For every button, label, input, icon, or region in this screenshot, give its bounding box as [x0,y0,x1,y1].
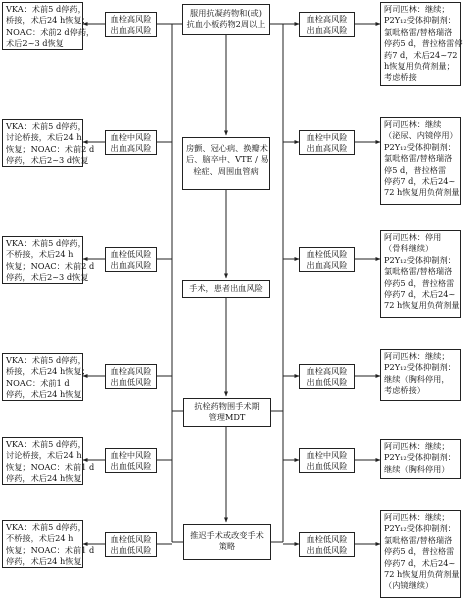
plan-line: 恢复；NOAC：术前2 d [6,260,95,271]
risk-bleeding: 出血高风险 [110,25,152,36]
right-plan-2 [380,117,461,205]
plan-line: 桥接，术后24 h恢复； [6,366,90,377]
indication-box [182,137,270,190]
plan-line: 阿司匹林：停用 [384,232,442,242]
left-plan-3 [2,236,95,284]
plan-line: 停药，术后2~3 d恢复 [6,272,89,283]
right-plan-6 [380,510,461,598]
plan-line: 药7 d，术后24~72 [384,49,458,60]
risk-bleeding: 出血低风险 [110,377,152,388]
risk-thrombus: 血栓低风险 [306,534,348,544]
right-risk-6 [299,532,355,557]
plan-line: 不桥接，术后24 h [6,533,74,544]
risk-bleeding: 出血低风险 [306,545,348,556]
left-risk-5 [105,448,157,473]
mdt-line-1: 抗栓药物围手术期 [194,401,260,411]
left-risk-6 [105,532,157,557]
plan-line: VKA：术前5 d停药， [6,121,86,131]
plan-line: 氯吡格雷/替格瑞洛 [384,534,453,545]
start-line-2: 抗血小板药物2周以上 [186,19,266,30]
right-plan-5 [380,439,461,479]
plan-line: NOAC：术前1 d [6,377,70,388]
left-risk-1 [105,12,157,37]
plan-line: VKA：术前5 d停药， [6,522,86,532]
defer-line-2: 策略 [218,541,236,552]
plan-line: 不桥接，术后24 h [6,249,74,260]
risk-thrombus: 血栓低风险 [110,249,152,259]
plan-line: 阿司匹林：继续； [384,4,450,14]
risk-bleeding: 出血低风险 [110,461,152,472]
plan-line: 停药，术后24 h恢复 [6,473,82,484]
risk-thrombus: 血栓中风险 [110,450,152,460]
risk-bleeding: 出血低风险 [306,377,348,388]
plan-line: h恢复用负荷剂量； [384,61,455,72]
right-risk-4 [299,364,355,389]
plan-line: 继续（胸科停用） [384,463,450,474]
risk-bleeding: 出血低风险 [110,545,152,556]
plan-line: 继续（胸科停用， [384,373,450,384]
plan-line: 恢复；NOAC：术前1 d [6,461,95,472]
plan-line: （骨科继续） [384,243,434,254]
risk-bleeding: 出血高风险 [306,260,348,271]
plan-line: VKA：术前5 d停药， [6,238,86,248]
left-plan-2 [2,119,95,167]
plan-line: VKA：术前5 d停药， [6,4,86,14]
risk-thrombus: 血栓高风险 [110,14,152,24]
plan-line: 阿司匹林：继续； [384,512,450,522]
plan-line: 桥接，术后24 h恢复； [6,15,90,26]
risk-bleeding: 出血低风险 [306,461,348,472]
right-plan-1 [380,2,461,86]
indication-line-2: 后、脑卒中、VTE / 易 [186,154,269,165]
left-plan-1 [2,2,95,50]
start-box [182,4,270,35]
plan-line: 讨论桥接，术后24 h [6,450,82,461]
risk-bleeding: 出血高风险 [110,143,152,154]
right-risk-3 [299,247,355,272]
plan-line: 考虑桥接） [384,385,425,396]
plan-line: 阿司匹林：继续； [384,351,450,361]
risk-bleeding: 出血高风险 [110,260,152,271]
plan-line: NOAC：术前2 d停药， [6,26,95,37]
plan-line: 停药7 d，术后24~ [384,176,456,187]
indication-line-3: 栓症、周围血管病 [193,165,259,176]
plan-line: 72 h恢复用负荷剂量 [384,569,460,580]
plan-line: 氯吡格雷/替格瑞洛 [384,153,453,164]
plan-line: 72 h恢复用负荷剂量 [384,300,460,311]
plan-line: 氯吡格雷/替格瑞洛 [384,26,453,37]
plan-line: （泌尿、内镜停用） [384,130,458,141]
plan-line: 停药5 d，普拉格雷 [384,546,455,557]
plan-line: P2Y₁₂受体抑制剂： [384,523,456,534]
defer-line-1: 推迟手术或改变手术 [190,530,264,540]
plan-line: 阿司匹林：继续 [384,119,442,129]
left-risk-3 [105,247,157,272]
plan-line: 停5 d，普拉格雷 [384,164,447,175]
plan-line: P2Y₁₂受体抑制剂： [384,362,456,373]
left-plan-5 [2,437,95,485]
plan-line: 术后2~3 d恢复 [6,38,64,49]
start-line-1: 服用抗凝药物和(或) [190,8,262,18]
plan-line: 停药7 d，术后24~ [384,289,456,300]
risk-thrombus: 血栓高风险 [306,14,348,24]
plan-line: 恢复；NOAC：术前2 d [6,143,95,154]
right-risk-1 [299,12,355,37]
plan-line: 氯吡格雷/替格瑞洛 [384,266,453,277]
left-plan-6 [2,520,95,568]
plan-line: 阿司匹林：继续； [384,441,450,451]
mdt-box [183,398,271,427]
plan-line: P2Y₁₂受体抑制剂： [384,141,456,152]
plan-line: 讨论桥接，术后24 h [6,132,82,143]
risk-thrombus: 血栓中风险 [110,132,152,142]
left-plan-4 [2,353,90,401]
plan-line: 停药，术后2~3 d恢复 [6,155,89,166]
plan-line: 停药5 d，普拉格雷 [384,277,455,288]
right-plan-4 [380,349,461,401]
risk-thrombus: 血栓高风险 [110,366,152,376]
risk-bleeding: 出血高风险 [306,143,348,154]
plan-line: 停药5 d，普拉格雷停 [384,38,463,49]
left-risk-4 [105,364,157,389]
plan-line: P2Y₁₂受体抑制剂： [384,452,456,463]
risk-thrombus: 血栓低风险 [110,534,152,544]
plan-line: VKA：术前5 d停药， [6,355,86,365]
plan-line: VKA：术前5 d停药， [6,439,86,449]
plan-line: P2Y₁₂受体抑制剂： [384,15,456,26]
plan-line: （内镜继续） [384,580,434,591]
plan-line: 考虑桥接 [384,72,417,83]
plan-line: 72 h恢复用负荷剂量 [384,187,460,198]
right-risk-5 [299,448,355,473]
defer-surgery-box [183,524,271,560]
risk-thrombus: 血栓中风险 [306,450,348,460]
indication-line-1: 房颤、冠心病、换瓣术 [186,143,268,153]
plan-line: 停药7 d，术后24~ [384,557,456,568]
plan-line: 停药，术后24 h恢复 [6,389,82,400]
surgery-risk-label: 手术，患者出血风险 [189,283,263,293]
left-risk-2 [105,130,157,155]
risk-thrombus: 血栓高风险 [306,366,348,376]
mdt-line-2: 管理MDT [208,412,246,423]
plan-line: 恢复；NOAC：术前1 d [6,544,95,555]
risk-bleeding: 出血高风险 [306,25,348,36]
right-plan-3 [380,230,461,318]
plan-line: 停药，术后24 h恢复 [6,556,82,567]
surgery-risk-box [182,280,270,298]
risk-thrombus: 血栓低风险 [306,249,348,259]
plan-line: P2Y₁₂受体抑制剂： [384,254,456,265]
right-risk-2 [299,130,355,155]
risk-thrombus: 血栓中风险 [306,132,348,142]
